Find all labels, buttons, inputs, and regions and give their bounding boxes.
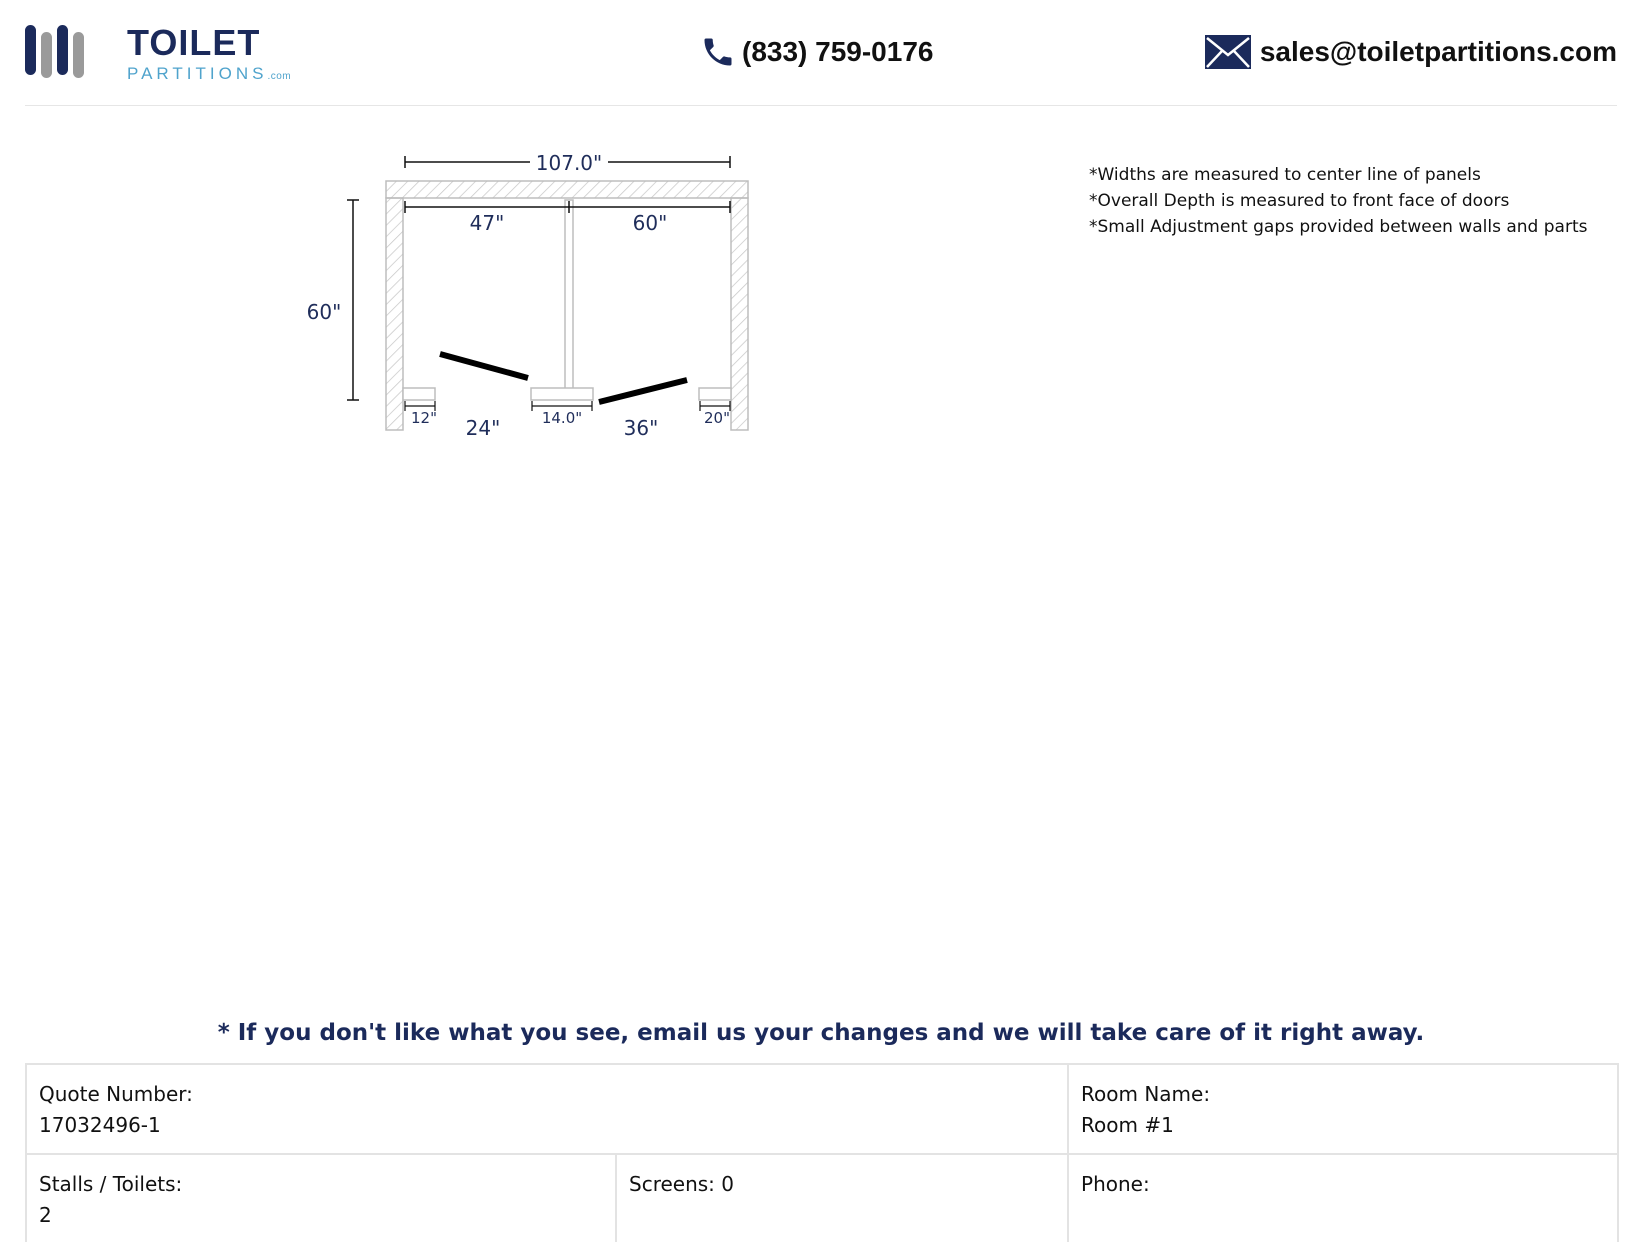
center-panel [565,200,573,390]
mail-icon [1204,34,1252,70]
overall-width-dimension [405,151,730,175]
email-address: sales@toiletpartitions.com [1259,36,1617,67]
pilaster-center-label: 14.0" [541,409,583,427]
note-widths: *Widths are measured to center line of panels [1089,165,1481,185]
pilaster-left-label: 12" [411,409,437,427]
logo-word-partitions [127,64,291,84]
stalls-value: 2 [39,1203,52,1227]
logo-bars-icon [25,22,95,82]
depth-dimension [307,200,359,400]
pilaster-dimensions [405,401,730,427]
phone-label: Phone: [1081,1172,1150,1196]
note-gaps: *Small Adjustment gaps provided between walls and parts [1089,217,1588,237]
changes-message: * If you don't like what you see, email us your changes and we will take care of it right away. [217,1020,1425,1046]
back-wall [386,181,748,198]
depth-label: 60" [306,300,342,324]
door1-width-label: 24" [465,416,501,440]
stalls-label: Stalls / Toilets: [39,1172,183,1196]
table-row [26,1064,1618,1154]
left-wall [386,198,403,430]
page-header [25,0,1617,106]
measurement-notes [1089,162,1629,240]
screens-label: Screens: 0 [629,1172,734,1196]
right-wall [731,198,748,430]
door-1 [440,354,528,378]
screens-cell [616,1154,1068,1242]
quote-number-label: Quote Number: [39,1082,193,1106]
phone-cell [1068,1154,1618,1242]
quote-number-cell [26,1064,1068,1154]
pilaster-left [403,388,435,400]
phone-icon [700,34,736,70]
door2-width-label: 36" [623,416,659,440]
partition-layout-drawing [290,140,760,460]
logo-word-suffix: .com [267,71,292,82]
stall2-width-label: 60" [632,211,668,235]
room-name-label: Room Name: [1081,1082,1211,1106]
logo-word-partitions-text: PARTITIONS [127,64,268,83]
logo-word-toilet: TOILET [127,22,261,63]
room-name-cell [1068,1064,1618,1154]
company-logo[interactable] [25,22,305,86]
quote-info-table [25,1063,1619,1242]
pilaster-right-label: 20" [704,409,730,427]
stalls-cell [26,1154,616,1242]
header-phone[interactable] [700,30,933,74]
note-depth: *Overall Depth is measured to front face of doors [1089,191,1510,211]
table-row [26,1154,1618,1242]
quote-number-value: 17032496-1 [39,1113,161,1137]
door-2 [599,380,687,402]
stall1-width-label: 47" [469,211,505,235]
pilaster-right [699,388,731,400]
room-name-value: Room #1 [1081,1113,1174,1137]
phone-number: (833) 759-0176 [742,36,934,67]
header-email[interactable] [1204,30,1617,74]
pilaster-center [531,388,593,400]
overall-width-label: 107.0" [535,151,603,175]
